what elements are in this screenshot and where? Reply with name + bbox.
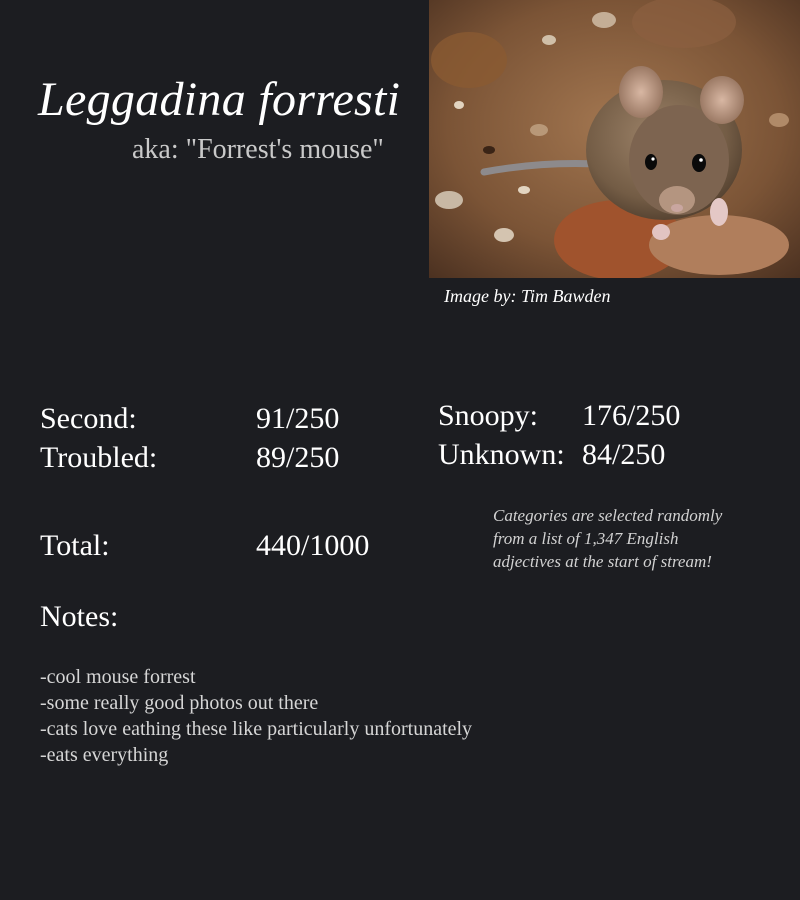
stat-label-second: Second: [40,402,137,435]
stat-value-second: 91/250 [256,402,340,435]
note-item: -cats love eathing these like particularly unfortunately [40,718,473,740]
species-title: Leggadina forresti [38,73,401,126]
total-value: 440/1000 [256,529,370,562]
stat-value-snoopy: 176/250 [582,399,681,432]
common-name: aka: "Forrest's mouse" [132,134,384,165]
note-item: -cool mouse forrest [40,666,196,688]
stat-label-unknown: Unknown: [438,438,565,471]
notes-heading: Notes: [40,600,119,633]
stat-label-troubled: Troubled: [40,441,158,474]
stat-label-snoopy: Snoopy: [438,399,539,432]
notes-list [40,664,472,768]
total-label: Total: [40,529,110,562]
category-disclaimer: Categories are selected randomly from a list of 1,347 English adjectives at the start of stream! [493,506,723,571]
photo-credit: Image by: Tim Bawden [444,286,611,306]
stat-value-unknown: 84/250 [582,438,666,471]
note-item: -some really good photos out there [40,692,319,714]
note-item: -eats everything [40,744,169,766]
mouse-photo [429,0,800,278]
stat-value-troubled: 89/250 [256,441,340,474]
